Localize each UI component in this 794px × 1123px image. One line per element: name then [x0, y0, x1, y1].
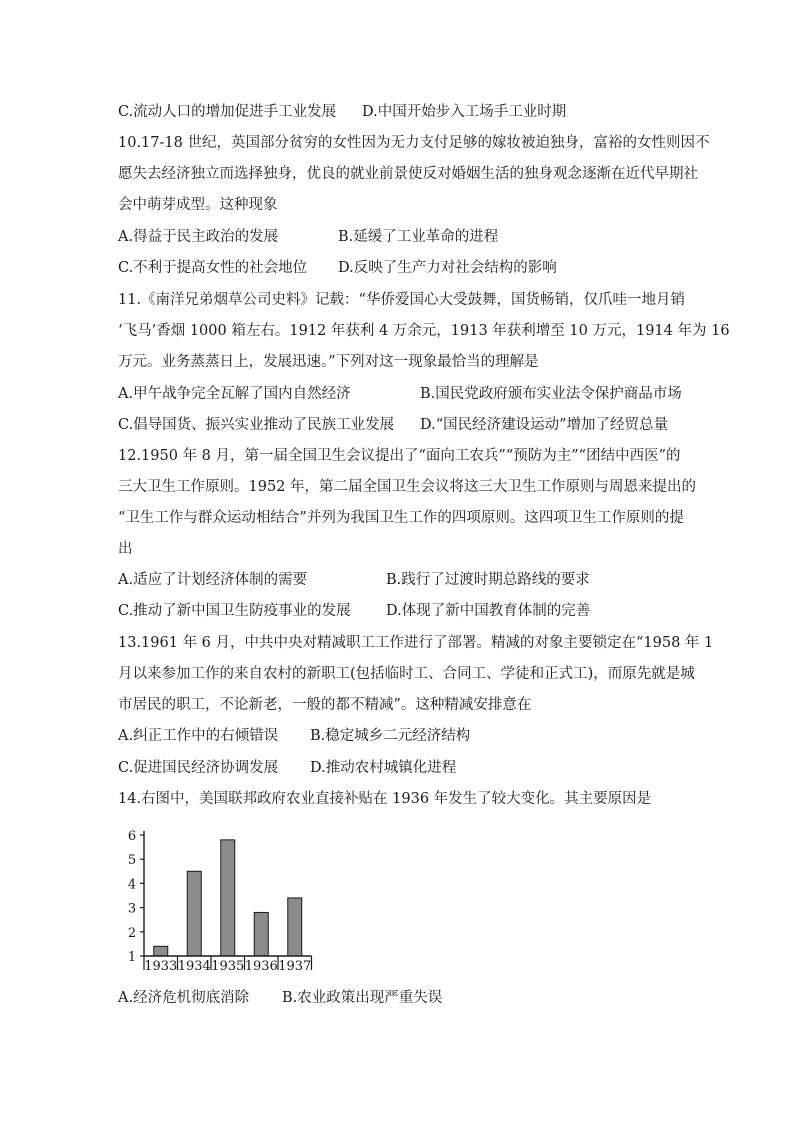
bar-1937 [288, 898, 302, 956]
y-tick-label: 3 [127, 901, 137, 917]
q13-stem-line-2: 月以来参加工作的来自农村的新职工(包括临时工、合同工、学徒和正式工)，而原先就是城 [118, 666, 695, 682]
q12-option-d: D.体现了新中国教育体制的完善 [386, 603, 591, 619]
q12-stem-line-4: 出 [118, 541, 133, 557]
q13-option-c: C.促进国民经济协调发展 [118, 760, 279, 776]
q10-option-a: A.得益于民主政治的发展 [118, 229, 279, 245]
x-tick-label-1937: 1937 [278, 959, 312, 974]
q14-option-b: B.农业政策出现严重失误 [282, 990, 443, 1006]
bar-1936 [254, 912, 268, 956]
q11-option-a: A.甲午战争完全瓦解了国内自然经济 [118, 386, 351, 402]
q11-option-b: B.国民党政府颁布实业法令保护商品市场 [420, 386, 682, 402]
x-tick-label-1934: 1934 [177, 959, 211, 974]
q10-stem-line-3: 会中萌芽成型。这种现象 [118, 197, 278, 213]
x-axis [144, 956, 312, 974]
q11-stem-line-1: 11.《南洋兄弟烟草公司史料》记载：“华侨爱国心大受鼓舞，国货畅销，仅爪哇一地月销 [118, 292, 685, 308]
y-axis [128, 829, 144, 965]
q13-stem-line-1: 13.1961 年 6 月，中共中央对精减职工工作进行了部署。精减的对象主要锁定在“1958 年 1 [118, 635, 714, 651]
y-tick-label: 2 [127, 925, 137, 941]
q12-stem-line-2: 三大卫生工作原则。1952 年，第二届全国卫生会议将这三大卫生工作原则与周恩来提出的 [118, 479, 697, 495]
bar-1934 [187, 871, 201, 956]
q13-option-a: A.纠正工作中的右倾错误 [118, 728, 279, 744]
x-tick-label-1935: 1935 [211, 959, 245, 974]
q12-stem-line-1: 12.1950 年 8 月，第一届全国卫生会议提出了“面向工农兵”“预防为主”“团结中西医”的 [118, 448, 681, 464]
bars [154, 840, 302, 956]
x-tick-label-1933: 1933 [144, 959, 178, 974]
q10-option-c: C.不利于提高女性的社会地位 [118, 260, 308, 276]
q12-option-c: C.推动了新中国卫生防疫事业的发展 [118, 603, 351, 619]
q11-stem-line-2: ‘飞马’香烟 1000 箱左右。1912 年获利 4 万余元，1913 年获利增至 10 万元，1914 年为 16 [118, 323, 730, 339]
q14-stem-line-1: 14.右图中，美国联邦政府农业直接补贴在 1936 年发生了较大变化。其主要原因是 [118, 791, 652, 807]
q11-stem-line-3: 万元。业务蒸蒸日上，发展迅速。”下列对这一现象最恰当的理解是 [118, 354, 539, 370]
q11-option-c: C.倡导国货、振兴实业推动了民族工业发展 [118, 417, 395, 433]
q10-stem-line-1: 10.17-18 世纪，英国部分贫穷的女性因为无力支付足够的嫁妆被迫独身，富裕的女性则因不 [118, 135, 710, 151]
q13-option-d: D.推动农村城镇化进程 [310, 760, 457, 776]
bar-1933 [154, 946, 168, 956]
x-tick-label-1936: 1936 [244, 959, 278, 974]
y-tick-label: 1 [127, 950, 137, 965]
y-tick-label: 4 [127, 877, 137, 893]
y-tick-label: 6 [127, 829, 137, 844]
y-tick-label: 5 [127, 853, 137, 869]
subsidy-bar-chart [112, 822, 322, 982]
q12-option-b: B.践行了过渡时期总路线的要求 [386, 572, 590, 588]
q13-stem-line-3: 市居民的职工，不论新老，一般的都不精减”。这种精减安排意在 [118, 697, 532, 713]
bar-1935 [221, 840, 235, 956]
q10-stem-line-2: 愿失去经济独立而选择独身，优良的就业前景使反对婚姻生活的独身观念逐渐在近代早期社 [118, 166, 698, 182]
q14-option-a: A.经济危机彻底消除 [118, 990, 250, 1006]
q10-option-b: B.延缓了工业革命的进程 [338, 229, 499, 245]
q12-option-a: A.适应了计划经济体制的需要 [118, 572, 308, 588]
q11-option-d: D.“国民经济建设运动”增加了经贸总量 [420, 417, 669, 433]
q10-option-d: D.反映了生产力对社会结构的影响 [338, 260, 557, 276]
q9-option-c: C.流动人口的增加促进手工业发展 [118, 104, 337, 120]
q12-stem-line-3: “卫生工作与群众运动相结合”并列为我国卫生工作的四项原则。这四项卫生工作原则的提 [118, 510, 684, 526]
q9-option-d: D.中国开始步入工场手工业时期 [362, 104, 567, 120]
q13-option-b: B.稳定城乡二元经济结构 [310, 728, 471, 744]
